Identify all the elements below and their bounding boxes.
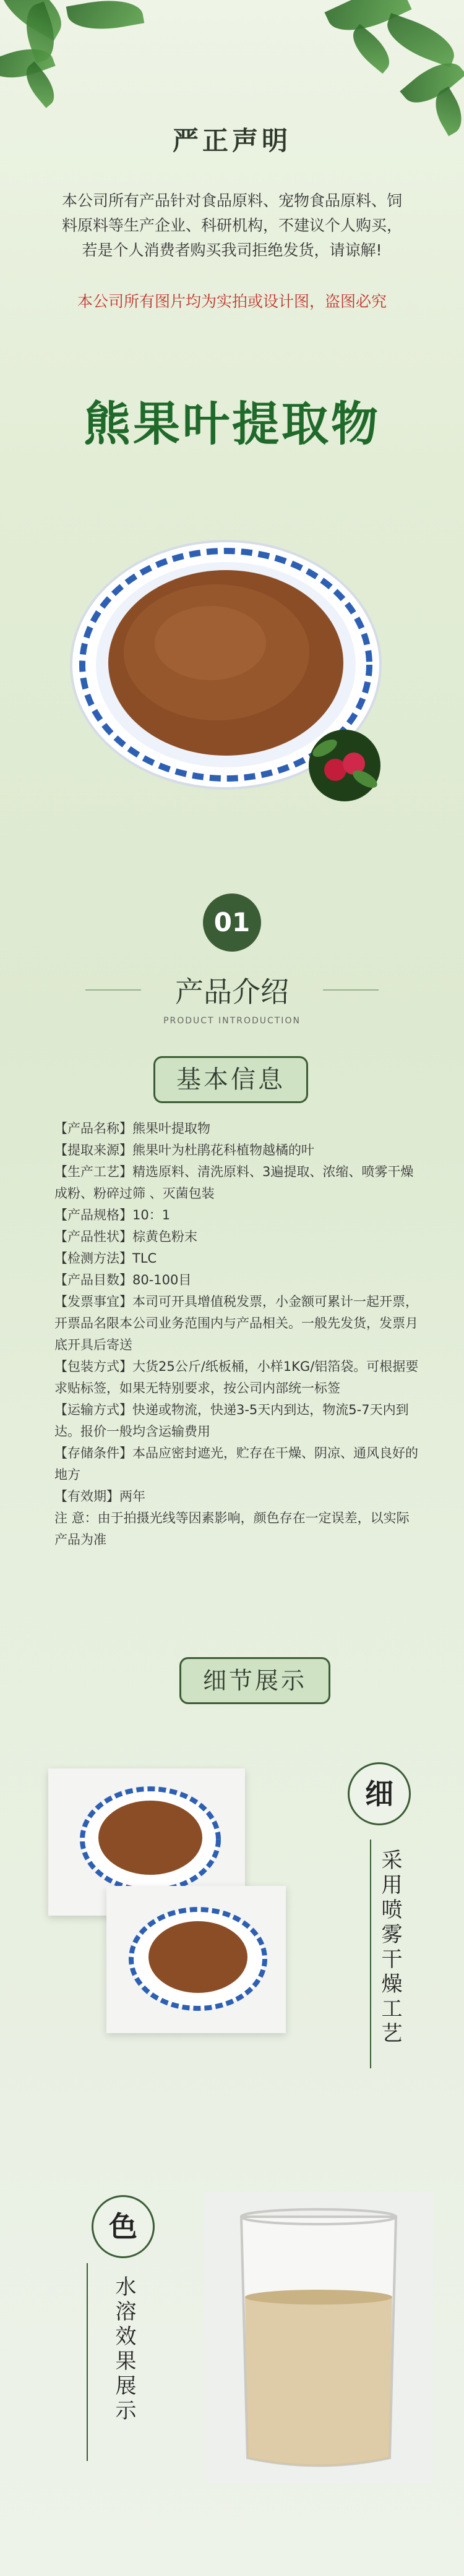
divider xyxy=(87,2263,88,2461)
notice-warning: 本公司所有图片均为实拍或设计图，盗图必究 xyxy=(77,292,387,310)
section-subtitle: PRODUCT INTRODUCTION xyxy=(163,1016,301,1026)
info-line: 【产品名称】熊果叶提取物 xyxy=(54,1121,210,1136)
beaker-photo xyxy=(204,2192,433,2483)
divider xyxy=(370,1840,371,2068)
info-line: 【发票事宜】本司可开具增值税发票，小金额可累计一起开票，开票品名限本公司业务范围内与产品相关。一般先发货，发票月底开具后寄送 xyxy=(54,1294,418,1352)
info-line: 【产品规格】10：1 xyxy=(54,1208,171,1222)
info-line: 【生产工艺】精选原料、清洗原料、3遍提取、浓缩、喷雾干燥成粉、粉碎过筛 、灭菌包装 xyxy=(54,1164,414,1201)
info-line: 【存储条件】本品应密封遮光，贮存在干燥、阴凉、通风良好的地方 xyxy=(54,1446,418,1482)
section-number-badge: 01 xyxy=(203,893,261,952)
basic-info-badge: 基本信息 xyxy=(153,1056,308,1103)
detail-tag: 细 xyxy=(348,1762,411,1825)
detail-photo-2 xyxy=(106,1886,286,2033)
notice-title: 严正声明 xyxy=(172,126,291,156)
info-line: 【检测方法】TLC xyxy=(54,1251,157,1266)
info-line: 【有效期】两年 xyxy=(54,1489,145,1504)
detail-caption: 采用喷雾干燥工艺 xyxy=(377,1849,402,2047)
info-line: 【运输方式】快递或物流，快递3-5天内到达，物流5-7天内到达。报价一般均含运输费用 xyxy=(54,1402,409,1439)
fruit-icon xyxy=(309,730,380,801)
detail-badge: 细节展示 xyxy=(179,1657,330,1704)
product-info-list xyxy=(54,1118,419,1551)
divider xyxy=(85,989,141,991)
product-powder-image xyxy=(68,526,396,822)
color-caption: 水溶效果展示 xyxy=(111,2275,136,2424)
section-title: 产品介绍 xyxy=(175,975,289,1009)
color-tag: 色 xyxy=(92,2195,155,2258)
info-line: 【包装方式】大货25公斤/纸板桶，小样1KG/铝箔袋。可根据要求贴标签，如果无特别要求，按公司内部统一标签 xyxy=(54,1359,419,1396)
info-line: 【产品目数】80-100目 xyxy=(54,1273,192,1287)
info-line: 【产品性状】棕黄色粉末 xyxy=(54,1229,197,1244)
divider xyxy=(323,989,379,991)
product-title: 熊果叶提取物 xyxy=(84,396,380,451)
info-line: 【提取来源】熊果叶为杜鹃花科植物越橘的叶 xyxy=(54,1143,314,1158)
info-line: 注 意：由于拍摄光线等因素影响，颜色存在一定误差，以实际产品为准 xyxy=(54,1511,410,1547)
notice-body: 本公司所有产品针对食品原料、宠物食品原料、饲料原料等生产企业、科研机构，不建议个人购买，若是个人消费者购买我司拒绝发货，请谅解! xyxy=(62,192,403,259)
